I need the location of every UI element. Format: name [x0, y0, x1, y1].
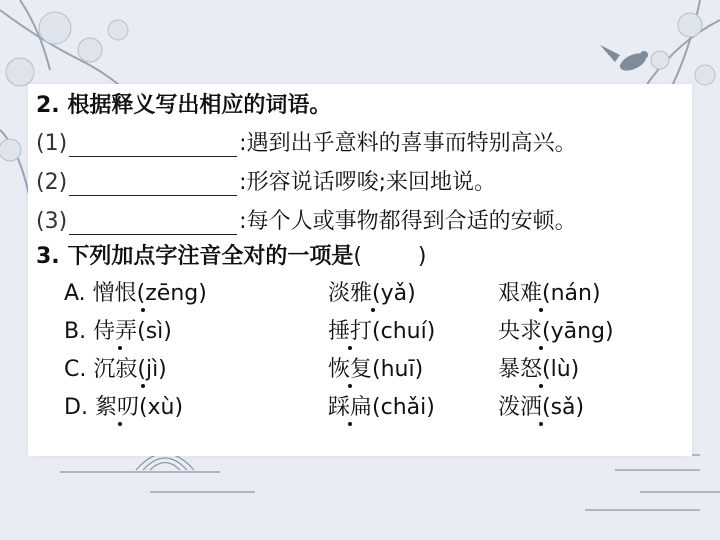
option-pinyin: (nán) [542, 281, 601, 306]
option-word: 絮叨 [94, 395, 139, 420]
option-c-word-3 [498, 352, 579, 383]
answer-blank[interactable] [69, 134, 237, 157]
option-pinyin: (lù) [542, 357, 580, 382]
question-card [28, 84, 692, 456]
q2-item-number: (1) [36, 131, 68, 156]
bird-icon [600, 45, 649, 74]
option-pinyin: (sì) [137, 319, 172, 344]
emphasis-dot [348, 422, 352, 426]
option-pinyin: (chuí) [372, 319, 436, 344]
option-a-word-3 [498, 276, 601, 307]
emphasis-dot [141, 308, 145, 312]
option-c-word-2 [328, 352, 423, 383]
option-word: 憎恨 [92, 281, 137, 306]
option-word: 踩扁 [328, 395, 373, 420]
answer-paren-close: ) [417, 244, 427, 269]
option-word: 暴怒 [498, 357, 543, 382]
option-word: 捶打 [328, 319, 373, 344]
emphasis-dot [348, 346, 352, 350]
option-word: 淡雅 [328, 281, 373, 306]
q2-item-2 [36, 165, 496, 196]
option-pinyin: (sǎ) [542, 395, 585, 420]
option-b[interactable] [64, 314, 172, 345]
emphasis-dot [371, 308, 375, 312]
option-word: 央求 [498, 319, 543, 344]
option-a-word-2 [328, 276, 416, 307]
emphasis-dot [539, 308, 543, 312]
option-pinyin: (chǎi) [372, 395, 435, 420]
option-b-word-2 [328, 314, 435, 345]
option-pinyin: (jì) [137, 357, 167, 382]
option-d-word-3 [498, 390, 584, 421]
option-word: 恢复 [328, 357, 373, 382]
answer-blank[interactable] [69, 212, 237, 235]
option-pinyin: (yāng) [542, 319, 614, 344]
emphasis-dot [539, 346, 543, 350]
option-d-word-2 [328, 390, 435, 421]
option-letter: A. [64, 281, 86, 306]
option-word: 艰难 [498, 281, 543, 306]
option-letter: D. [64, 395, 88, 420]
option-letter: C. [64, 357, 87, 382]
question-2-title: 2. 根据释义写出相应的词语。 [36, 93, 332, 118]
emphasis-dot [539, 422, 543, 426]
option-word: 泼洒 [498, 395, 543, 420]
option-d[interactable] [64, 390, 183, 421]
question-3-title [36, 239, 427, 270]
option-word: 沉寂 [93, 357, 138, 382]
q2-definition: 每个人或事物都得到合适的安顿。 [246, 209, 577, 234]
option-c[interactable] [64, 352, 167, 383]
blossom-right-icon [651, 13, 715, 85]
question-3-text: 3. 下列加点字注音全对的一项是 [36, 244, 354, 269]
wave-lines-icon [60, 454, 720, 511]
option-a[interactable] [64, 276, 207, 307]
emphasis-dot [348, 384, 352, 388]
emphasis-dot [141, 384, 145, 388]
option-pinyin: (yǎ) [372, 281, 416, 306]
option-b-word-3 [498, 314, 614, 345]
option-letter: B. [64, 319, 87, 344]
answer-paren-open: ( [353, 244, 362, 269]
q2-item-number: (2) [36, 170, 68, 195]
q2-definition: 遇到出乎意料的喜事而特别高兴。 [246, 131, 577, 156]
q2-item-number: (3) [36, 209, 68, 234]
q2-colon: : [239, 131, 247, 156]
answer-blank[interactable] [69, 173, 237, 196]
option-pinyin: (zēng) [136, 281, 207, 306]
q2-item-1 [36, 126, 577, 157]
option-word: 侍弄 [93, 319, 138, 344]
emphasis-dot [118, 346, 122, 350]
q2-colon: : [239, 209, 247, 234]
q2-definition: 形容说话啰唆;来回地说。 [246, 170, 497, 195]
q2-item-3 [36, 204, 577, 235]
emphasis-dot [118, 422, 122, 426]
option-pinyin: (xù) [138, 395, 184, 420]
emphasis-dot [539, 384, 543, 388]
q2-colon: : [239, 170, 247, 195]
option-pinyin: (huī) [372, 357, 424, 382]
